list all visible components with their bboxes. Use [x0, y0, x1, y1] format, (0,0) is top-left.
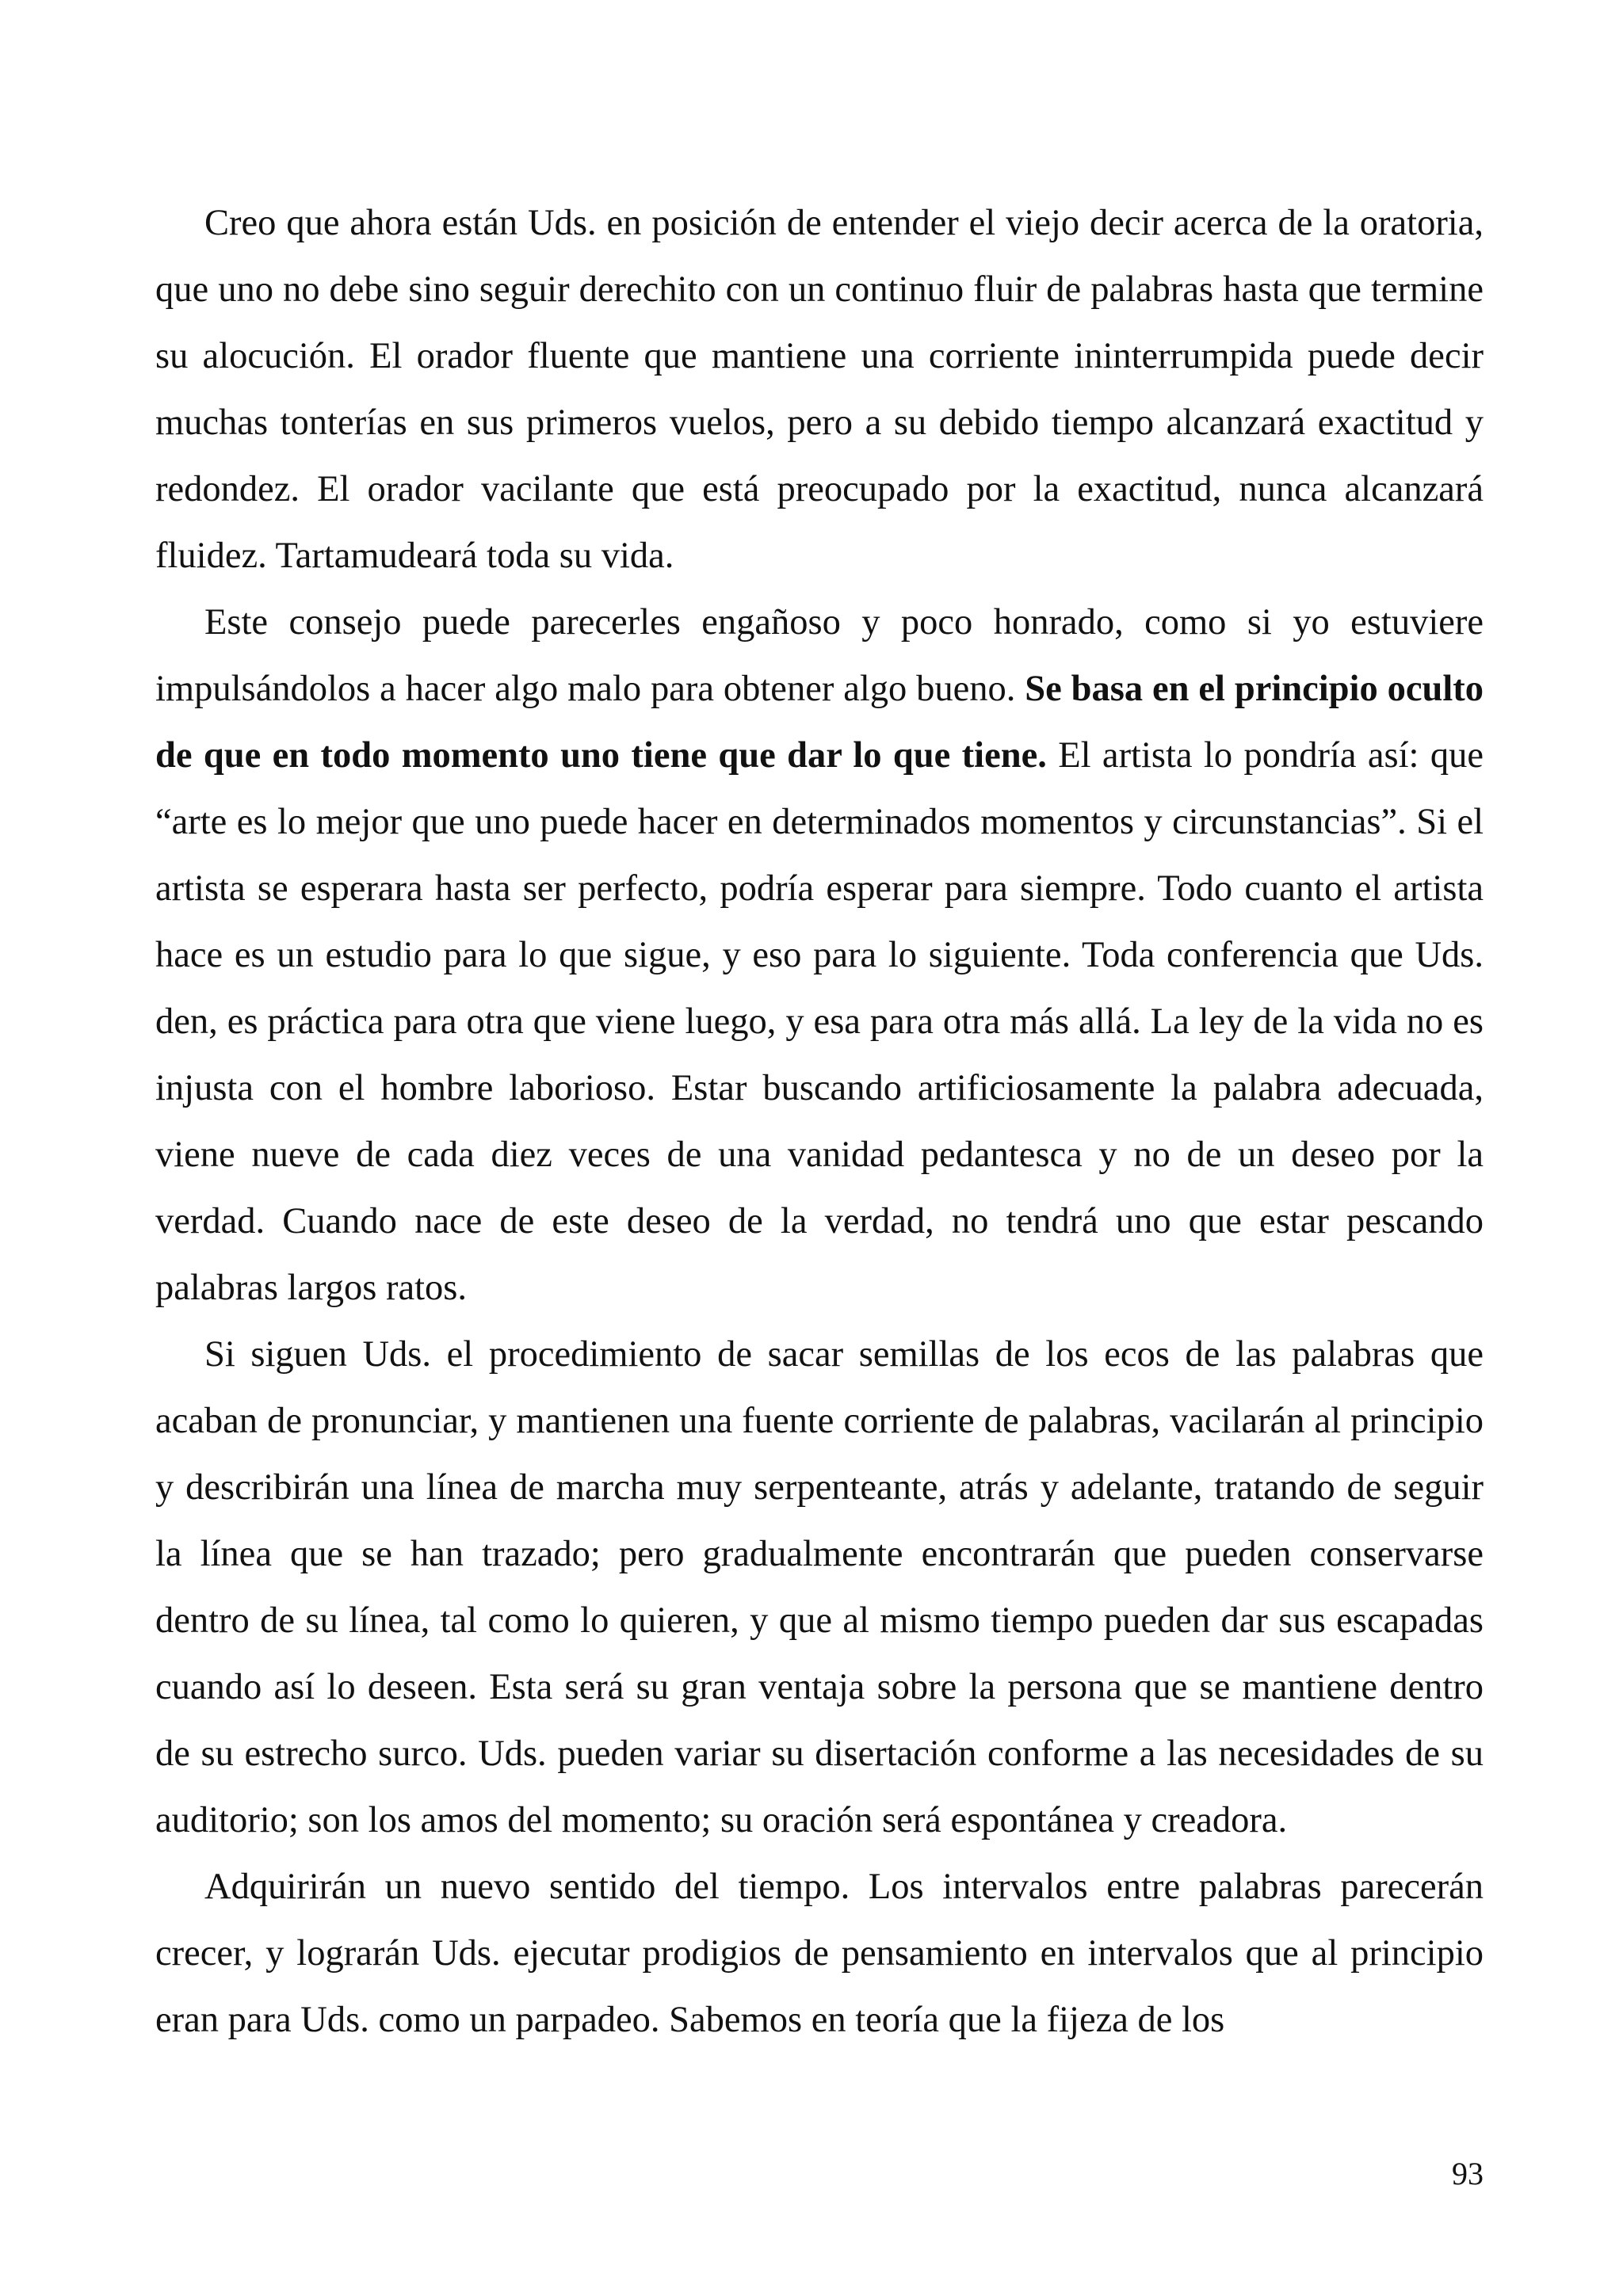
- page-number: 93: [1452, 2156, 1484, 2191]
- paragraph-2-intro: Este consejo puede parecerles engañoso y poco honrado, como si yo estuviere impulsándolos a hacer algo malo para obtener algo bueno.: [155, 602, 1484, 709]
- paragraph-2: [155, 589, 1484, 1322]
- paragraph-3: Si siguen Uds. el procedimiento de sacar semillas de los ecos de las palabras que acaban de pronunciar, y mantienen una fuente corriente de palabras, vacilarán al principio y describirán una línea de marcha muy serpenteante, atrás y adelante, tratando de seguir la línea que se han trazado; pero gradualmente encontrarán que pueden conservarse dentro de su línea, tal como lo quieren, y que al mismo tiempo pueden dar sus escapadas cuando así lo deseen. Esta será su gran ventaja sobre la persona que se mantiene dentro de su estrecho surco. Uds. pueden variar su disertación conforme a las necesidades de su auditorio; son los amos del momento; su oración será espontánea y creadora.: [155, 1334, 1484, 1840]
- paragraph-2-bold-statement: Se basa en el principio oculto de que en todo momento uno tiene que dar lo que tiene.: [155, 669, 1484, 776]
- paragraph-1: Creo que ahora están Uds. en posición de entender el viejo decir acerca de la oratoria, que uno no debe sino seguir derechito con un continuo fluir de palabras hasta que termine su alocución. El orador fluente que mantiene una corriente ininterrumpida puede decir muchas tonterías en sus primeros vuelos, pero a su debido tiempo alcanzará exactitud y redondez. El orador vacilante que está preocupado por la exactitud, nunca alcanzará fluidez. Tartamudeará toda su vida.: [155, 203, 1484, 576]
- body-text: [155, 190, 1484, 2054]
- paragraph-4: Adquirirán un nuevo sentido del tiempo. Los intervalos entre palabras parecerán crecer, y lograrán Uds. ejecutar prodigios de pensamiento en intervalos que al principio eran para Uds. como un parpadeo. Sabemos en teoría que la fijeza de los: [155, 1867, 1484, 2040]
- paragraph-2-rest: El artista lo pondría así: que “arte es lo mejor que uno puede hacer en determinados momentos y circunstancias”. Si el artista se esperara hasta ser perfecto, podría esperar para siempre. Todo cuanto el artista hace es un estudio para lo que sigue, y eso para lo siguiente. Toda conferencia que Uds. den, es práctica para otra que viene luego, y esa para otra más allá. La ley de la vida no es injusta con el hombre laborioso. Estar buscando artificiosamente la palabra adecuada, viene nueve de cada diez veces de una vanidad pedantesca y no de un deseo por la verdad. Cuando nace de este deseo de la verdad, no tendrá uno que estar pescando palabras largos ratos.: [155, 735, 1484, 1308]
